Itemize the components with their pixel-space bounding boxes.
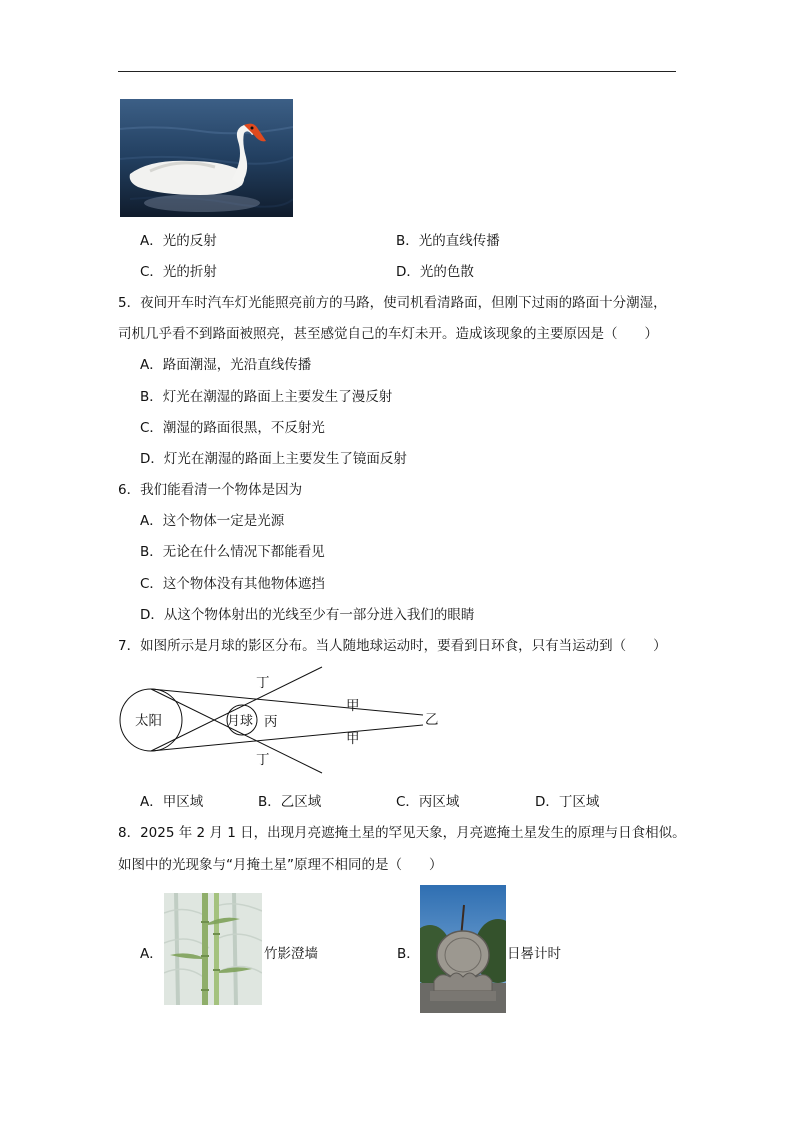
q4-option-d: D．光的色散 [396,264,474,280]
label-ding-top: 丁 [256,675,270,691]
q4-option-b: B．光的直线传播 [396,233,500,249]
q7-option-d: D．丁区域 [535,794,600,810]
label-bing: 丙 [264,714,278,730]
header-rule [118,71,676,72]
q6-option-a: A．这个物体一定是光源 [140,513,285,529]
label-jia-top: 甲 [346,698,360,714]
q5-option-b: B．灯光在潮湿的路面上主要发生了漫反射 [140,389,393,405]
q8-stem-line1: 8．2025 年 2 月 1 日，出现月亮遮掩土星的罕见天象，月亮遮掩土星发生的原理与日食相似。 [118,825,686,841]
label-sun: 太阳 [135,713,162,729]
q8-option-b-label: B． [397,946,420,962]
q8-option-a-label: A． [140,946,163,962]
label-moon: 月球 [227,714,254,729]
q7-option-c: C．丙区域 [396,794,460,810]
q7-option-b: B．乙区域 [258,794,322,810]
q6-option-b: B．无论在什么情况下都能看见 [140,544,325,560]
q5-option-d: D．灯光在潮湿的路面上主要发生了镜面反射 [140,451,407,467]
q5-stem-line2: 司机几乎看不到路面被照亮，甚至感觉自己的车灯未开。造成该现象的主要原因是（ ） [118,326,658,342]
q8-option-b-caption: 日晷计时 [507,946,561,962]
q7-stem: 7．如图所示是月球的影区分布。当人随地球运动时，要看到日环食，只有当运动到（ ） [118,638,667,654]
q7-option-a: A．甲区域 [140,794,204,810]
q6-option-d: D．从这个物体射出的光线至少有一部分进入我们的眼睛 [140,607,475,623]
q5-stem-line1: 5．夜间开车时汽车灯光能照亮前方的马路，使司机看清路面，但刚下过雨的路面十分潮湿， [118,295,667,311]
q6-stem: 6．我们能看清一个物体是因为 [118,482,303,498]
moon-shadow-diagram [118,660,448,780]
label-jia-bottom: 甲 [346,731,360,747]
q4-option-a: A．光的反射 [140,233,217,249]
label-ding-bottom: 丁 [256,752,270,768]
label-yi: 乙 [425,712,439,728]
q5-option-c: C．潮湿的路面很黑，不反射光 [140,420,325,436]
q8-stem-line2: 如图中的光现象与“月掩土星”原理不相同的是（ ） [118,857,443,873]
bamboo-shadow-photo [164,893,262,1005]
q4-option-c: C．光的折射 [140,264,217,280]
q5-option-a: A．路面潮湿，光沿直线传播 [140,357,312,373]
sundial-photo [420,885,506,1013]
swan-photo [120,99,293,217]
q8-option-a-caption: 竹影澄墙 [264,946,318,962]
q6-option-c: C．这个物体没有其他物体遮挡 [140,576,325,592]
